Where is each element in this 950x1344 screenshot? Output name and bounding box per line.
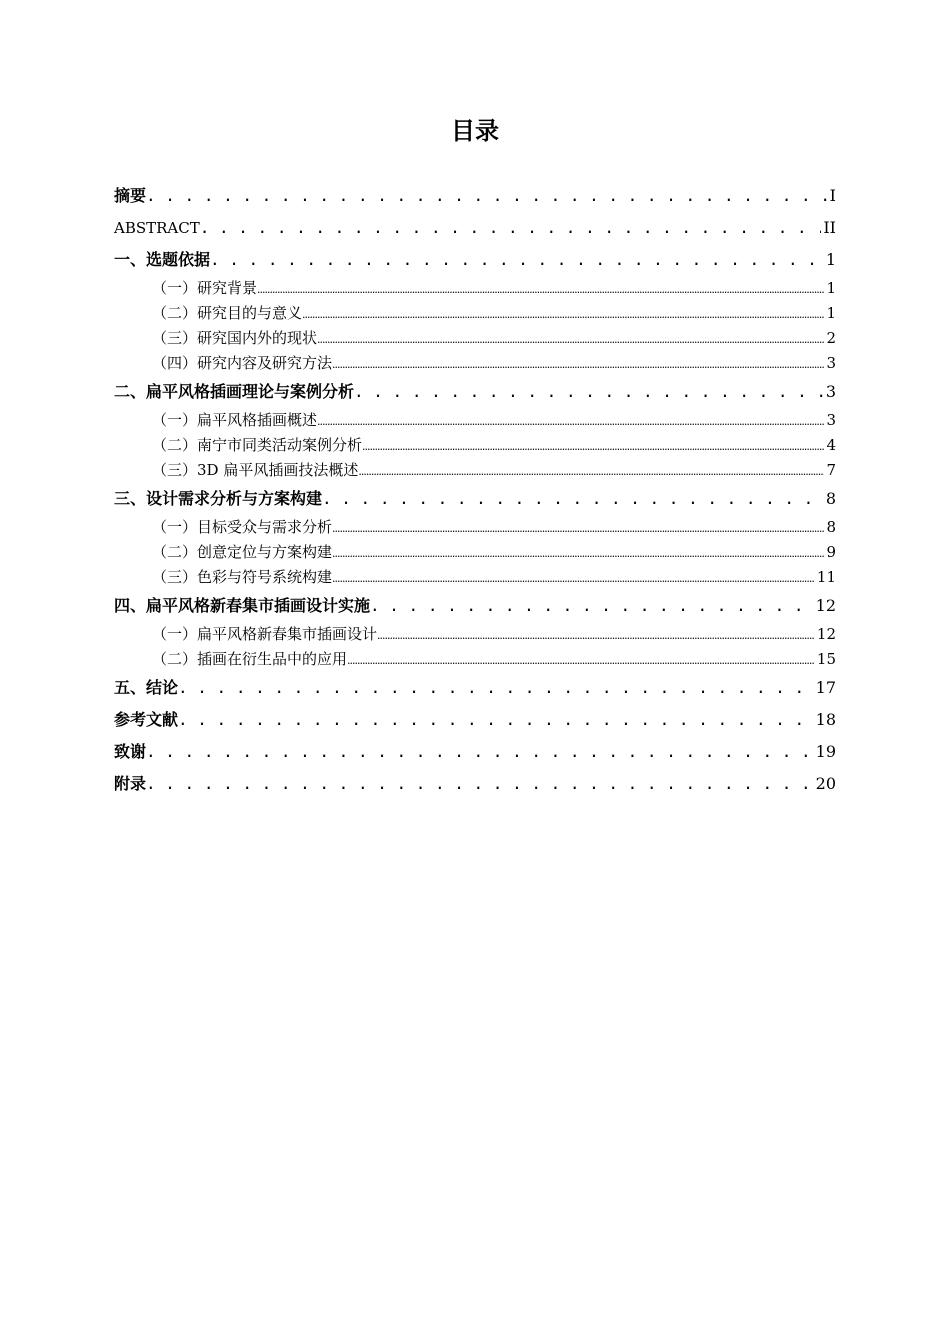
toc-entry-page: 11 [816,568,836,586]
dot-leader [210,244,824,276]
dot-leader [146,768,814,800]
toc-entry-acknowledgements[interactable] [114,736,836,768]
toc-entry-label: （一）扁平风格新春集市插画设计 [152,625,378,643]
dot-leader [317,409,824,434]
dot-leader [257,277,824,302]
toc-entry-references[interactable] [114,704,836,736]
toc-entry-chapter-2[interactable] [114,376,836,408]
toc-entry-page: 19 [815,742,836,761]
table-of-contents [114,180,836,800]
toc-entry-label: （三）3D 扁平风插画技法概述 [152,461,359,479]
dot-leader [347,648,815,673]
dot-leader [358,459,824,484]
dot-leader [178,704,814,736]
toc-entry-section-2-1[interactable] [114,408,836,433]
dot-leader [377,623,815,648]
toc-entry-page: 8 [826,518,836,536]
toc-entry-chapter-4[interactable] [114,590,836,622]
toc-entry-abstract-en[interactable] [114,212,836,244]
toc-entry-section-1-4[interactable] [114,351,836,376]
toc-entry-abstract-cn[interactable] [114,180,836,212]
toc-title: 目录 [451,117,499,145]
toc-entry-page: I [829,186,836,205]
toc-entry-page: II [823,218,836,237]
toc-entry-label: 致谢 [114,742,147,761]
toc-entry-section-2-2[interactable] [114,433,836,458]
dot-leader [317,327,824,352]
toc-entry-page: 17 [815,678,836,697]
toc-entry-page: 8 [825,489,836,508]
toc-entry-label: （二）插画在衍生品中的应用 [152,650,348,668]
toc-entry-section-1-2[interactable] [114,301,836,326]
dot-leader [332,352,824,377]
dot-leader [178,672,814,704]
toc-entry-page: 12 [816,625,836,643]
toc-entry-page: 15 [816,650,836,668]
toc-entry-page: 2 [826,329,836,347]
toc-entry-section-4-2[interactable] [114,647,836,672]
toc-entry-appendix[interactable] [114,768,836,800]
toc-entry-section-2-3[interactable] [114,458,836,483]
toc-entry-page: 9 [826,543,836,561]
toc-entry-page: 12 [815,596,836,615]
toc-entry-page: 3 [826,354,836,372]
toc-entry-label: 一、选题依据 [114,250,211,269]
toc-entry-label: （一）研究背景 [152,279,258,297]
dot-leader [200,212,822,244]
toc-entry-label: 三、设计需求分析与方案构建 [114,489,323,508]
toc-entry-label: ABSTRACT [114,219,200,237]
dot-leader [302,302,824,327]
toc-entry-label: （三）色彩与符号系统构建 [152,568,333,586]
toc-entry-label: 摘要 [114,186,147,205]
dot-leader [362,434,824,459]
toc-entry-label: （二）研究目的与意义 [152,304,303,322]
toc-entry-label: （二）创意定位与方案构建 [152,543,333,561]
toc-entry-label: 二、扁平风格插画理论与案例分析 [114,382,355,401]
toc-entry-section-1-3[interactable] [114,326,836,351]
dot-leader [332,566,815,591]
toc-entry-page: 1 [826,279,836,297]
toc-entry-chapter-1[interactable] [114,244,836,276]
toc-entry-label: （一）扁平风格插画概述 [152,411,318,429]
toc-entry-page: 7 [826,461,836,479]
toc-entry-label: （三）研究国内外的现状 [152,329,318,347]
toc-entry-page: 1 [826,304,836,322]
toc-entry-label: （一）目标受众与需求分析 [152,518,333,536]
toc-entry-label: 附录 [114,774,147,793]
toc-entry-page: 3 [826,411,836,429]
toc-entry-page: 18 [815,710,836,729]
toc-entry-label: （四）研究内容及研究方法 [152,354,333,372]
dot-leader [370,590,814,622]
toc-entry-conclusion[interactable] [114,672,836,704]
toc-entry-label: 四、扁平风格新春集市插画设计实施 [114,596,371,615]
toc-entry-section-3-2[interactable] [114,540,836,565]
toc-entry-page: 4 [826,436,836,454]
dot-leader [332,541,824,566]
toc-entry-section-1-1[interactable] [114,276,836,301]
dot-leader [322,483,824,515]
dot-leader [146,180,828,212]
toc-entry-page: 3 [825,382,836,401]
toc-entry-section-4-1[interactable] [114,622,836,647]
toc-entry-label: （二）南宁市同类活动案例分析 [152,436,363,454]
toc-entry-chapter-3[interactable] [114,483,836,515]
toc-entry-page: 1 [825,250,836,269]
dot-leader [354,376,824,408]
dot-leader [146,736,814,768]
toc-entry-label: 五、结论 [114,678,179,697]
toc-entry-section-3-1[interactable] [114,515,836,540]
toc-entry-page: 20 [815,774,836,793]
toc-entry-label: 参考文献 [114,710,179,729]
dot-leader [332,516,824,541]
toc-entry-section-3-3[interactable] [114,565,836,590]
